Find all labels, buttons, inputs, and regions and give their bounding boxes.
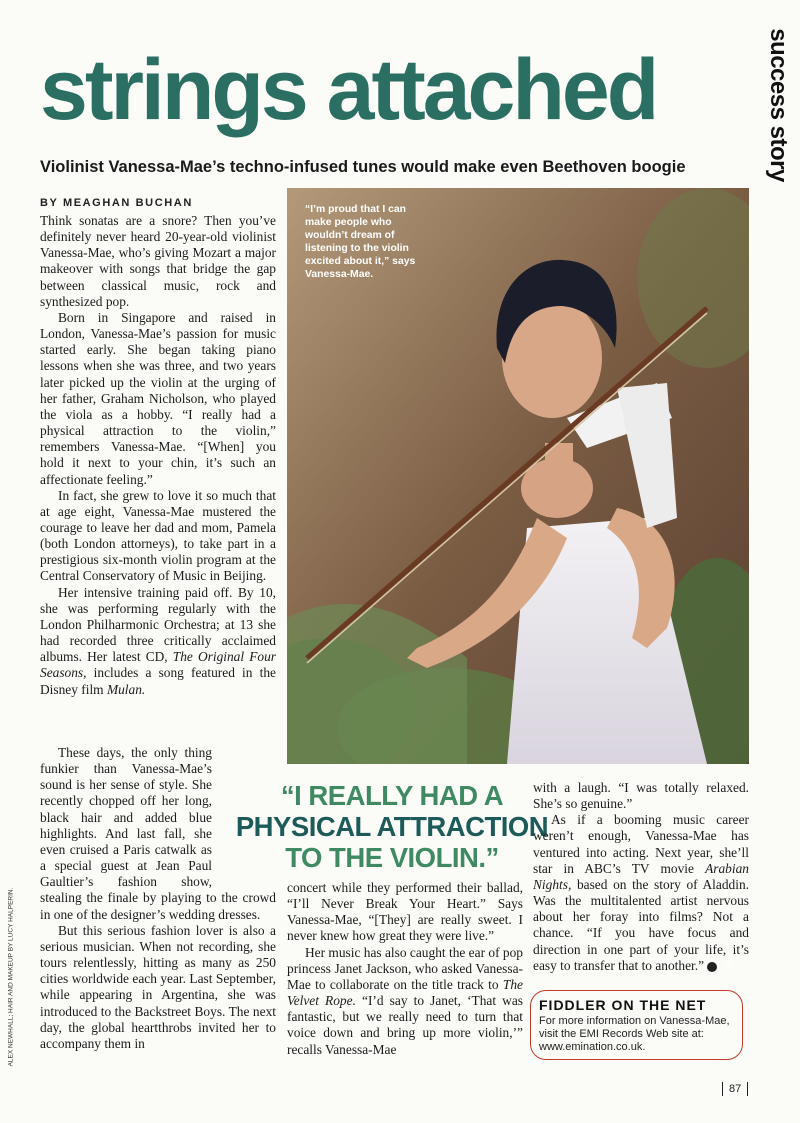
photo-caption: “I’m proud that I can make people who wouldn’t dream of listening to the violin excited about it,” says Vanessa-Mae.	[305, 204, 416, 280]
paragraph: As if a booming music career weren’t enough, Vanessa-Mae has ventured into acting. Next year, she’ll star in ABC’s TV movie Arabian Nights, based on the story of Aladdin. Was the multitalented artist nervous about her foray into films? Not a chance. “If you have focus and direction in one part of your life, it’s easy to transfer that to another.” ✪	[533, 812, 749, 973]
section-label	[758, 20, 798, 190]
paragraph: Her music has also caught the ear of pop princess Janet Jackson, who asked Vanessa-Mae to collaborate on the title track to The Velvet Rope. “I’d say to Janet, ‘That was fantastic, but we really need to turn that voice down and bring up more violin,’” recalls Vanessa-Mae	[287, 944, 523, 1057]
pull-quote-line-2: PHYSICAL ATTRACTION	[235, 811, 549, 842]
album-title: The Original Four Seasons	[40, 649, 276, 681]
end-mark-icon: ✪	[707, 962, 717, 972]
body-column-2	[287, 880, 523, 1058]
sidebar-body: For more information on Vanessa-Mae, visit the EMI Records Web site at: www.emination.co.uk.	[539, 1015, 730, 1053]
paragraph: These days, the only thing funkier than Vanessa-Mae’s sound is her sense of style. She recently chopped off her long, black hair and added blue highlights. And last fall, she even cruised a Paris catwalk as a special guest at Jean Paul Gaultier’s fashion show, stealing the finale by playing to the crowd in one of the designer’s wedding dresses.	[40, 745, 276, 922]
paragraph: In fact, she grew to love it so much that at age eight, Vanessa-Mae mustered the courage to leave her dad and mom, Pamela (both London attorneys), to take part in a prestigious six-month violin program at the Central Conservatory of Music in Beijing.	[40, 487, 276, 584]
body-column-1	[40, 213, 276, 698]
pull-quote-line-3: TO THE VIOLIN.”	[285, 842, 499, 873]
paragraph: But this serious fashion lover is also a serious musician. When not recording, she tours relentlessly, hitting as many as 250 cities worldwide each year. Last September, while appearing in Argentina, she was introduced to the Backstreet Boys. The next day, the global heartthrobs invited her to accompany them in	[40, 922, 276, 1051]
movie-title: Arabian Nights,	[533, 860, 749, 892]
paragraph: concert while they performed their ballad, “I’ll Never Break Your Heart.” Says Vanessa-Mae, “[They] are really sweet. I never knew how great they were live.”	[287, 880, 523, 944]
photo-credit	[4, 862, 18, 1092]
headline: strings attached	[40, 42, 657, 138]
paragraph: Born in Singapore and raised in London, Vanessa-Mae’s passion for music started early. She began taking piano lessons when she was three, and two years later picked up the violin at the urging of her father, Graham Nicholson, who played the viola as a hobby. “I really had a physical attraction to the violin,” remembers Vanessa-Mae. “[When] you hold it next to your chin, it’s such an affectionate feeling.”	[40, 309, 276, 487]
sidebar-box	[530, 990, 743, 1060]
page-number: 87	[722, 1082, 748, 1096]
pull-quote-line-1: “I REALLY HAD A	[280, 780, 504, 811]
section-label-text: success story	[765, 28, 792, 182]
paragraph: with a laugh. “I was totally relaxed. She’s so genuine.”	[533, 780, 749, 812]
paragraph: Her intensive training paid off. By 10, she was performing regularly with the London Philharmonic Orchestra; at 13 she had recorded three critically acclaimed albums. Her latest CD, The Original Four Seasons, includes a song featured in the Disney film Mulan.	[40, 584, 276, 697]
pull-quote	[222, 778, 562, 877]
byline: BY MEAGHAN BUCHAN	[40, 197, 193, 209]
paragraph: Think sonatas are a snore? Then you’ve definitely never heard 20-year-old violinist Vanessa-Mae, who’s giving Mozart a major makeover with songs that bridge the gap between classical music, rock and synthesized pop.	[40, 213, 276, 309]
photo-credit-text: ALEX NEWHALL; HAIR AND MAKEUP BY LUCY HALPERIN.	[7, 887, 15, 1067]
sidebar-title: FIDDLER ON THE NET	[539, 997, 707, 1013]
body-column-3	[533, 780, 749, 974]
deck: Violinist Vanessa-Mae’s techno-infused tunes would make even Beethoven boogie	[40, 158, 686, 176]
film-title: Mulan.	[106, 681, 146, 697]
photo	[287, 188, 749, 764]
album-title: The Velvet Rope.	[287, 976, 523, 1009]
